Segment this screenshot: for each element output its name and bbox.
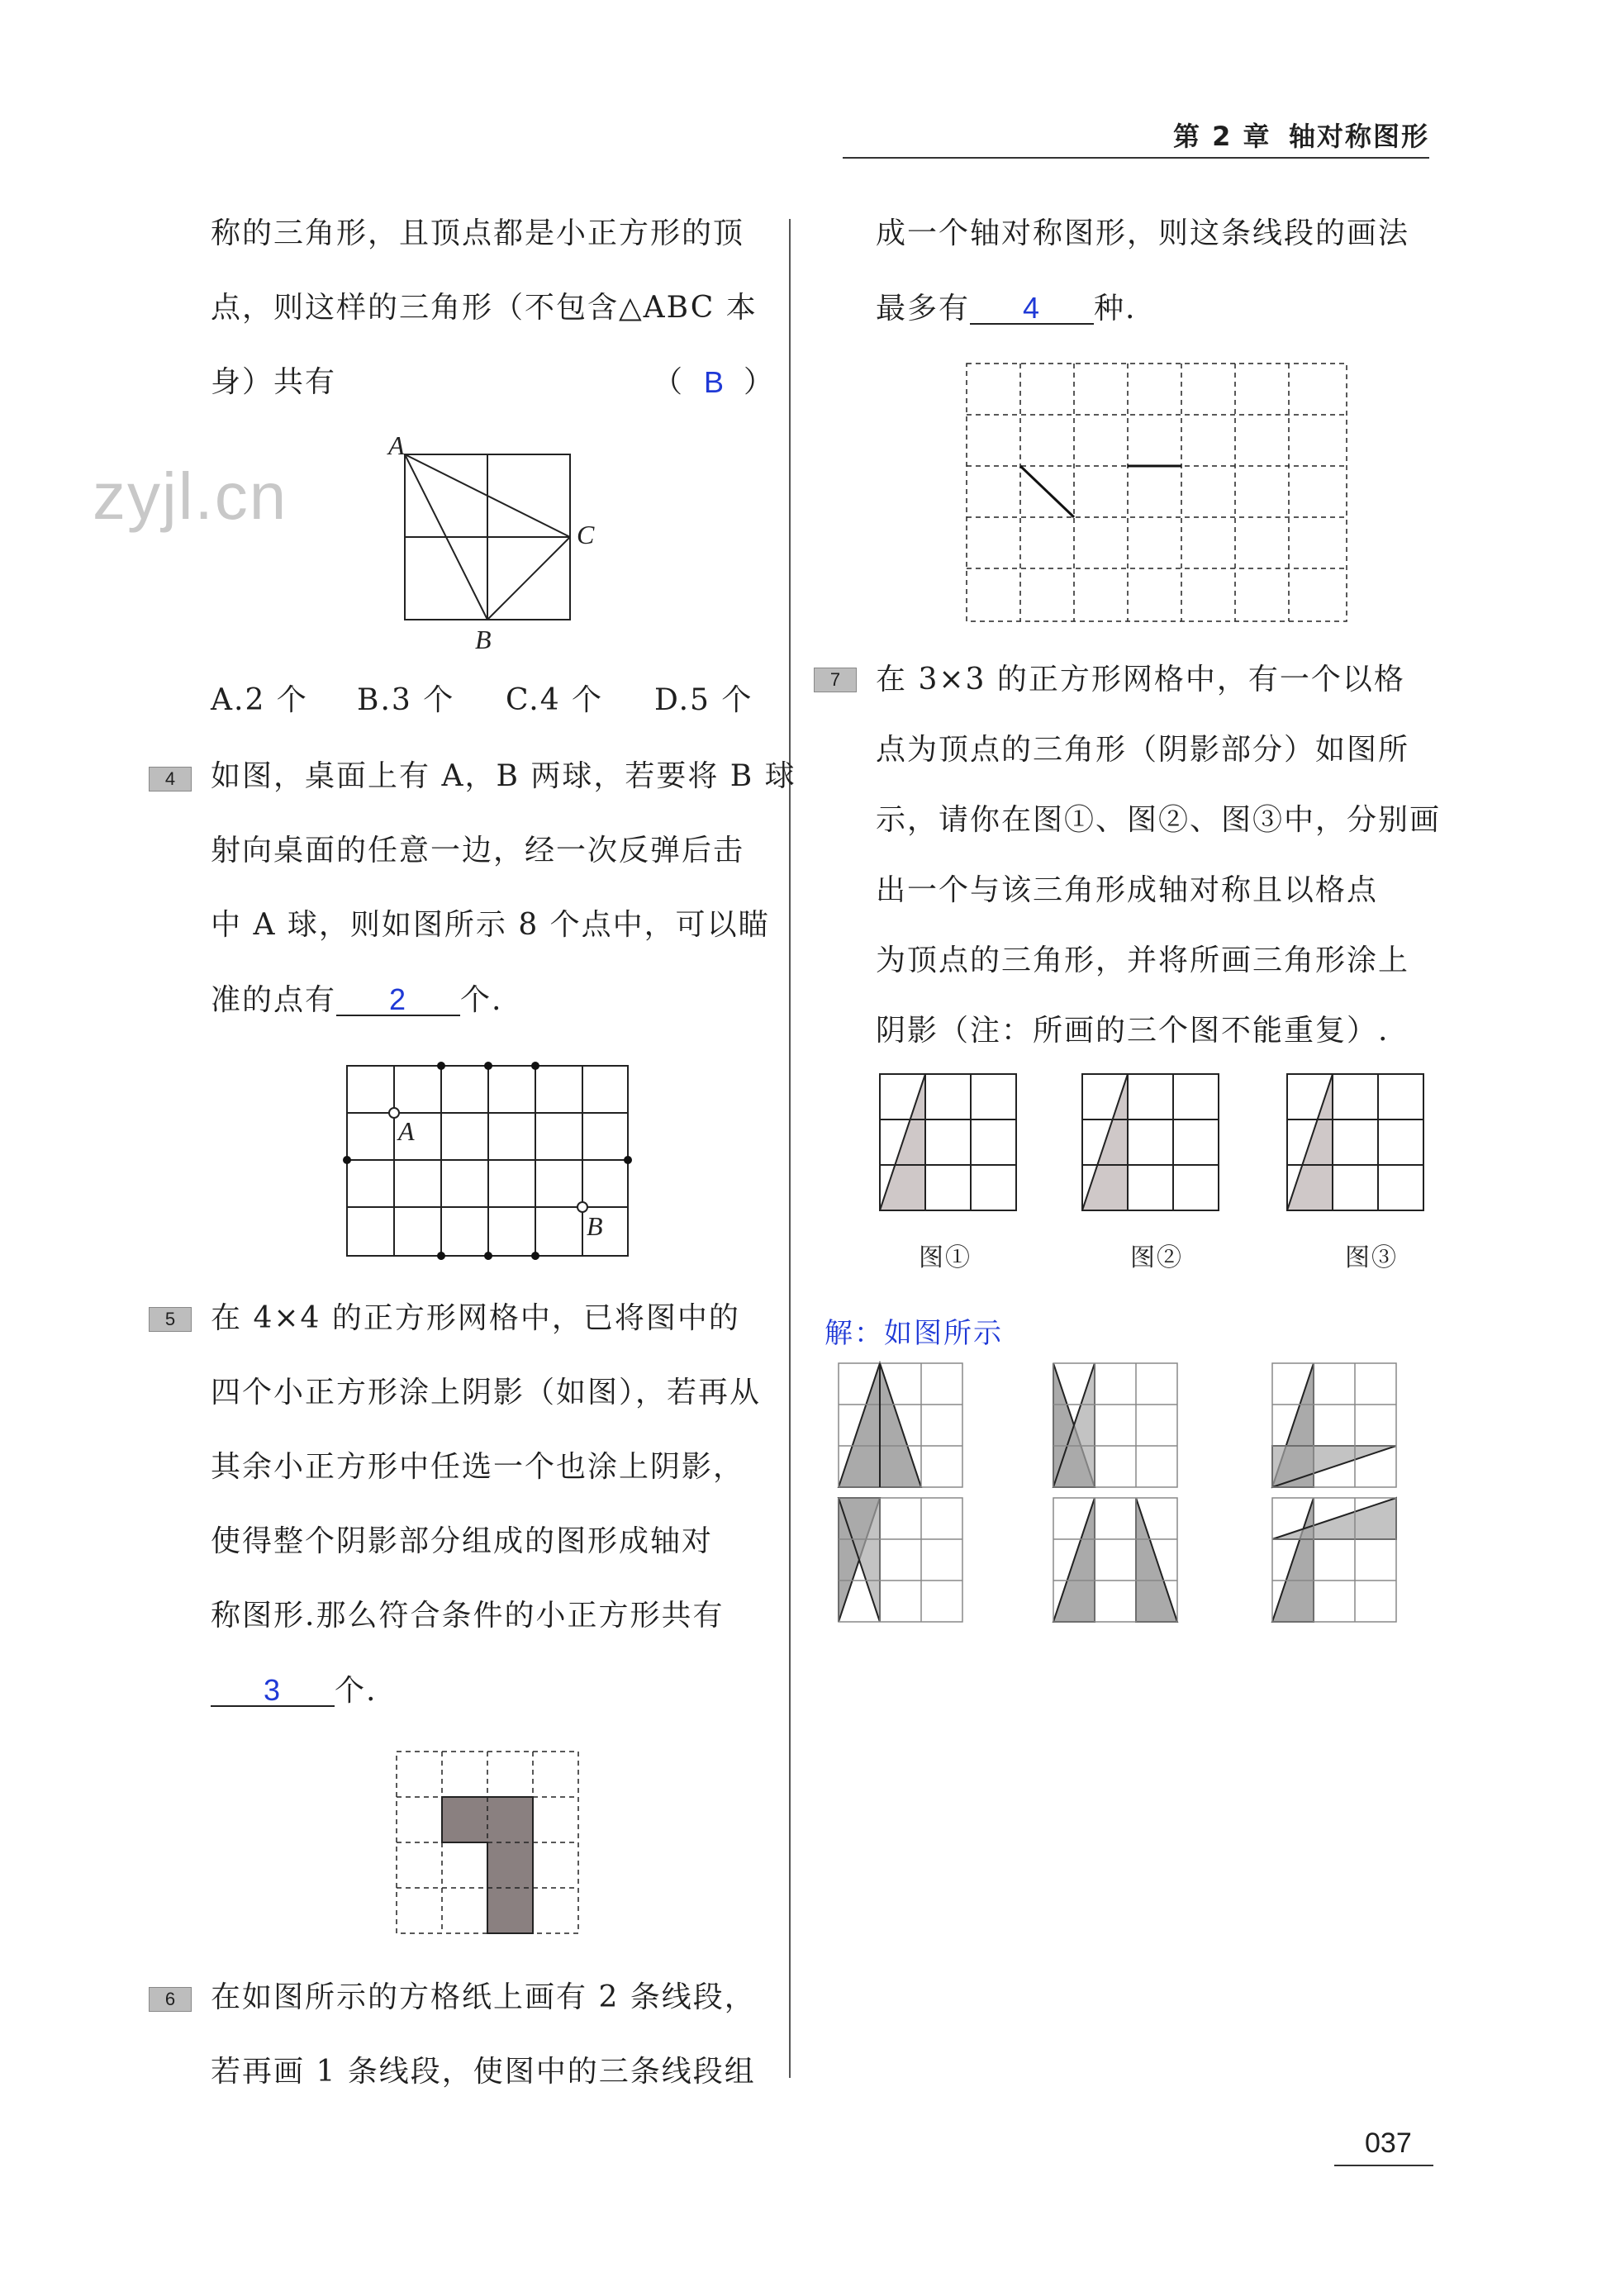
q7-line5: 为顶点的三角形，并将所画三角形涂上 <box>876 944 1410 977</box>
q7-caption-3: 图③ <box>1345 1243 1398 1272</box>
q4-answer-blank: 2 <box>336 985 460 1016</box>
q3-label-a: A <box>388 430 405 460</box>
q7-figure-1 <box>876 1070 1024 1219</box>
q7-solution-grid-5 <box>1049 1494 1181 1626</box>
q5-line2: 四个小正方形涂上阴影（如图），若再从 <box>211 1376 762 1409</box>
q5-line5: 称图形.那么符合条件的小正方形共有 <box>211 1599 725 1633</box>
q7-solution-grid-2 <box>1049 1359 1181 1491</box>
q4-label-b: B <box>587 1211 603 1241</box>
q3-paren-open: （ <box>653 365 685 399</box>
q7-solution-grid-4 <box>834 1494 967 1626</box>
q4-number-badge: 4 <box>149 767 192 791</box>
q3-line1: 称的三角形，且顶点都是小正方形的顶 <box>211 216 745 250</box>
q5-line4: 使得整个阴影部分组成的图形成轴对 <box>211 1524 714 1558</box>
q7-solution-grid-1 <box>834 1359 967 1491</box>
q7-solution-grid-3 <box>1268 1359 1400 1491</box>
q4-line4-pre: 准的点有 <box>211 983 337 1017</box>
header-rule <box>843 157 1429 159</box>
q7-line3: 示，请你在图①、图②、图③中，分别画 <box>876 803 1442 837</box>
q7-caption-1: 图① <box>919 1243 972 1272</box>
q5-line1: 在 4×4 的正方形网格中，已将图中的 <box>211 1301 740 1335</box>
q3-answer: B <box>704 365 726 399</box>
q5-number-badge: 5 <box>149 1307 192 1332</box>
q3-paren-close: ） <box>744 365 776 399</box>
page-number-rule <box>1334 2165 1433 2166</box>
watermark: zyjl.cn <box>93 459 288 533</box>
q7-line1: 在 3×3 的正方形网格中，有一个以格 <box>876 663 1405 696</box>
q7-figure-2 <box>1078 1070 1227 1219</box>
q7-line6: 阴影（注：所画的三个图不能重复）. <box>876 1014 1390 1048</box>
q7-caption-2: 图② <box>1130 1243 1183 1272</box>
q3-line2: 点，则这样的三角形（不包含△ABC 本 <box>211 291 758 325</box>
column-divider <box>789 219 791 2078</box>
q6-answer-blank: 4 <box>970 293 1094 325</box>
q6-line4-post: 种. <box>1094 292 1137 326</box>
q3-option-d: D.5 个 <box>654 683 753 717</box>
q3-label-b: B <box>475 625 492 654</box>
q6-line2: 若再画 1 条线段，使图中的三条线段组 <box>211 2055 756 2089</box>
q5-line6-post: 个. <box>335 1674 378 1708</box>
chapter-title: 轴对称图形 <box>1289 121 1430 152</box>
q4-figure <box>339 1058 636 1264</box>
q4-line4 <box>211 982 503 1017</box>
q5-answer-blank: 3 <box>211 1676 335 1707</box>
q5-figure <box>388 1743 587 1942</box>
q6-line3: 成一个轴对称图形，则这条线段的画法 <box>876 216 1410 250</box>
q6-number-badge: 6 <box>149 1987 192 2012</box>
q4-line4-post: 个. <box>460 983 503 1017</box>
q4-label-a: A <box>398 1116 415 1146</box>
q3-figure <box>388 430 603 654</box>
chapter-label: 第 2 章 <box>1173 121 1271 152</box>
q6-line4 <box>876 293 1136 325</box>
q3-option-a: A.2 个 <box>211 683 308 717</box>
q7-line2: 点为顶点的三角形（阴影部分）如图所 <box>876 733 1410 767</box>
q5-line3: 其余小正方形中任选一个也涂上阴影， <box>211 1450 745 1484</box>
q7-line4: 出一个与该三角形成轴对称且以格点 <box>876 873 1379 907</box>
q6-line4-pre: 最多有 <box>876 292 971 326</box>
q7-number-badge: 7 <box>814 668 857 692</box>
q4-line1: 如图，桌面上有 A，B 两球，若要将 B 球 <box>211 759 796 793</box>
q7-figure-3 <box>1283 1070 1432 1219</box>
q3-line3: 身）共有 <box>211 365 337 399</box>
q4-line3: 中 A 球，则如图所示 8 个点中，可以瞄 <box>211 908 770 942</box>
q7-solution-grid-6 <box>1268 1494 1400 1626</box>
q7-solution-label: 解：如图所示 <box>825 1318 1003 1349</box>
q3-option-c: C.4 个 <box>506 683 604 717</box>
q3-label-c: C <box>577 520 595 549</box>
page-number: 037 <box>1365 2127 1412 2159</box>
q5-line6 <box>211 1673 378 1708</box>
q6-figure <box>958 355 1355 636</box>
q4-line2: 射向桌面的任意一边，经一次反弹后击 <box>211 834 745 868</box>
q3-option-b: B.3 个 <box>357 683 455 717</box>
q6-line1: 在如图所示的方格纸上画有 2 条线段， <box>211 1980 756 2014</box>
